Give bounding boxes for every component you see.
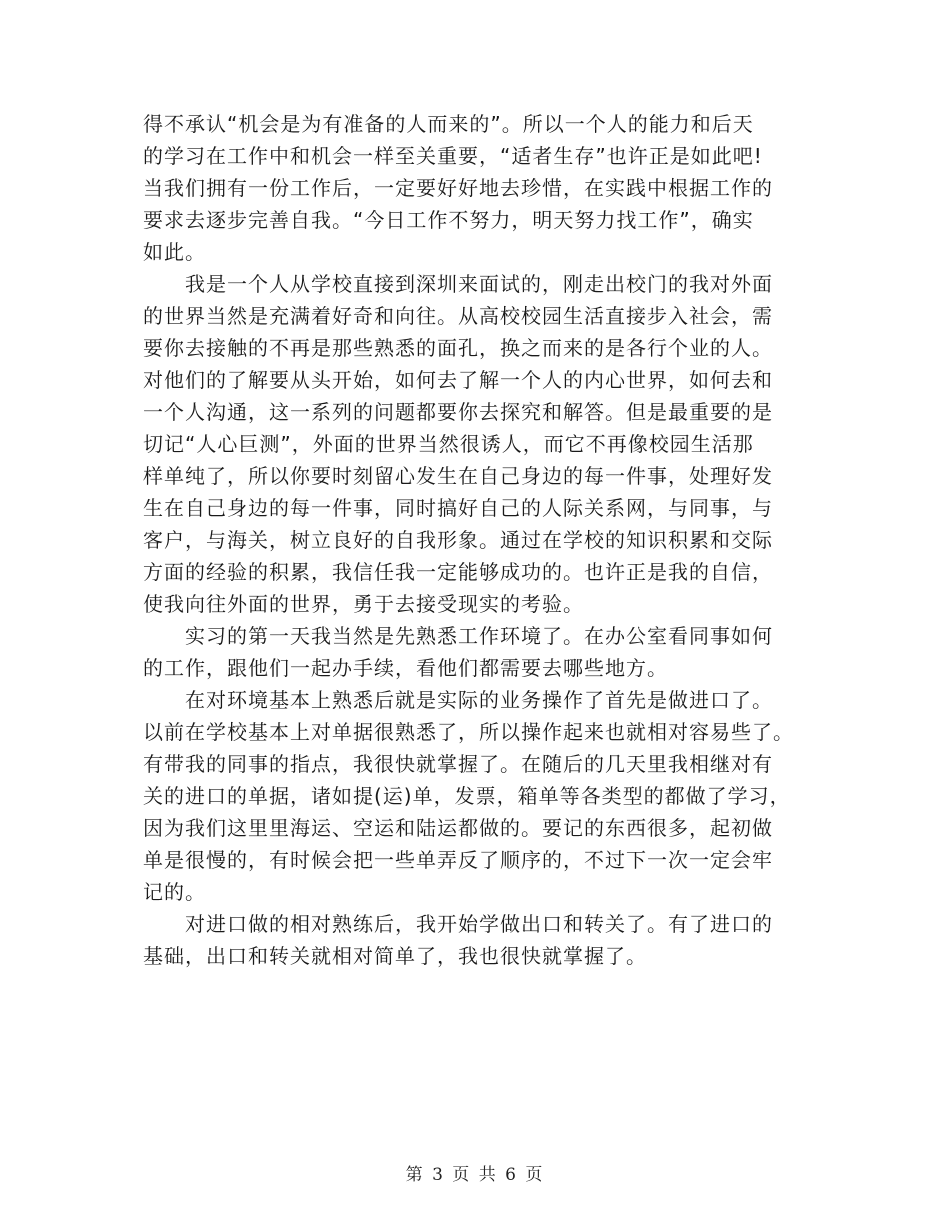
text-line: 的工作，跟他们一起办手续，看他们都需要去哪些地方。 — [143, 656, 668, 680]
text-line: 我是一个人从学校直接到深圳来面试的，刚走出校门的我对外面 — [143, 272, 773, 296]
page-number: 第 3 页 共 6 页 — [405, 1165, 545, 1185]
text-line: 单是很慢的，有时候会把一些单弄反了顺序的，不过下一次一定会牢 — [143, 848, 773, 872]
text-line: 如此。 — [143, 240, 206, 264]
paragraph-1 — [143, 108, 803, 268]
paragraph-3 — [143, 620, 803, 684]
text-line: 有带我的同事的指点，我很快就掌握了。在随后的几天里我相继对有 — [143, 752, 773, 776]
paragraph-5 — [143, 908, 803, 972]
text-line: 要你去接触的不再是那些熟悉的面孔，换之而来的是各行个业的人。 — [143, 336, 773, 360]
text-line: 基础，出口和转关就相对简单了，我也很快就掌握了。 — [143, 944, 647, 968]
text-line: 实习的第一天我当然是先熟悉工作环境了。在办公室看同事如何 — [143, 624, 773, 648]
text-line: 当我们拥有一份工作后，一定要好好地去珍惜，在实践中根据工作的 — [143, 176, 773, 200]
document-body — [143, 108, 803, 972]
paragraph-2 — [143, 268, 803, 620]
text-line: 的世界当然是充满着好奇和向往。从高校校园生活直接步入社会，需 — [143, 304, 773, 328]
text-line: 记的。 — [143, 880, 206, 904]
text-line: 一个人沟通，这一系列的问题都要你去探究和解答。但是最重要的是 — [143, 400, 773, 424]
text-line: 的学习在工作中和机会一样至关重要，“适者生存”也许正是如此吧! — [143, 144, 763, 168]
text-line: 切记“人心巨测”，外面的世界当然很诱人，而它不再像校园生活那 — [143, 432, 754, 456]
text-line: 在对环境基本上熟悉后就是实际的业务操作了首先是做进口了。 — [143, 688, 773, 712]
text-line: 使我向往外面的世界，勇于去接受现实的考验。 — [143, 592, 584, 616]
text-line: 生在自己身边的每一件事，同时搞好自己的人际关系网，与同事，与 — [143, 496, 773, 520]
text-line: 对他们的了解要从头开始，如何去了解一个人的内心世界，如何去和 — [143, 368, 773, 392]
text-line: 客户，与海关，树立良好的自我形象。通过在学校的知识积累和交际 — [143, 528, 773, 552]
text-line: 要求去逐步完善自我。“今日工作不努力，明天努力找工作”，确实 — [143, 208, 754, 232]
text-line: 对进口做的相对熟练后，我开始学做出口和转关了。有了进口的 — [143, 912, 773, 936]
text-line: 因为我们这里里海运、空运和陆运都做的。要记的东西很多，起初做 — [143, 816, 773, 840]
text-line: 关的进口的单据，诸如提(运)单，发票，箱单等各类型的都做了学习， — [143, 784, 791, 808]
text-line: 得不承认“机会是为有准备的人而来的”。所以一个人的能力和后天 — [143, 112, 754, 136]
page-number-footer — [0, 1160, 950, 1185]
text-line: 样单纯了，所以你要时刻留心发生在自己身边的每一件事，处理好发 — [143, 464, 773, 488]
paragraph-4 — [143, 684, 803, 908]
text-line: 以前在学校基本上对单据很熟悉了，所以操作起来也就相对容易些了。 — [143, 720, 794, 744]
text-line: 方面的经验的积累，我信任我一定能够成功的。也许正是我的自信， — [143, 560, 773, 584]
